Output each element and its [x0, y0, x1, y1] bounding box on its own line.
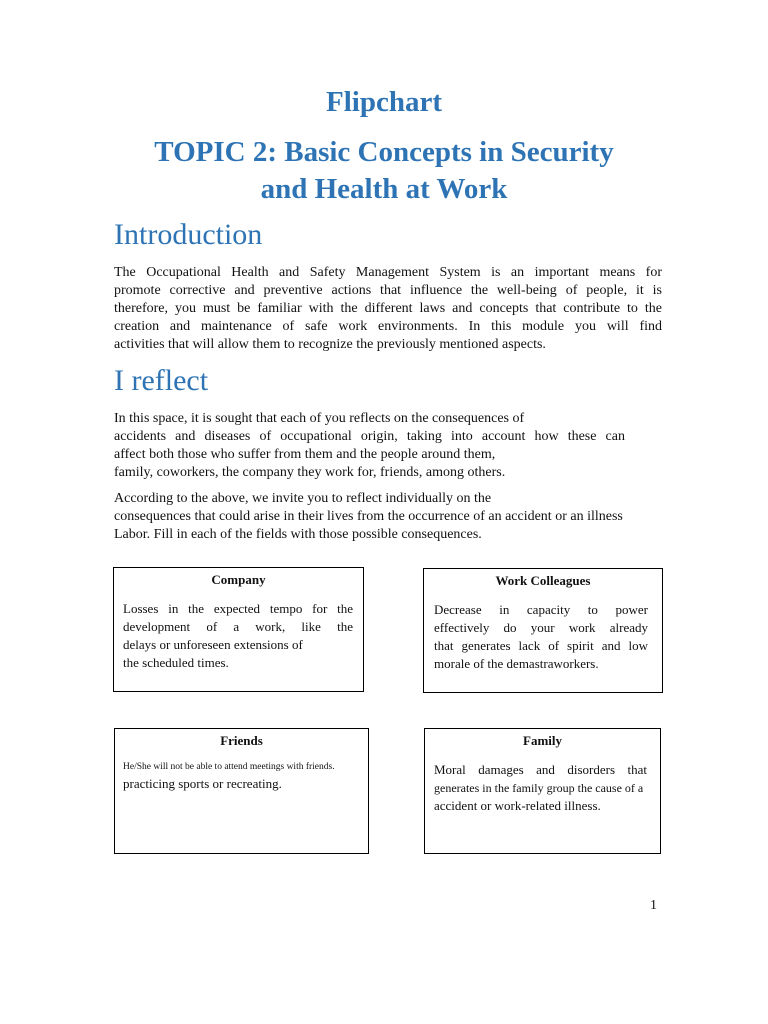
reflect-line: In this space, it is sought that each of you reflects on the consequences of — [114, 411, 525, 426]
reflect-line: accidents and diseases of occupational origin, taking into account how these can — [114, 429, 625, 444]
reflect-line: According to the above, we invite you to reflect individually on the — [114, 491, 492, 506]
reflect-heading: I reflect — [114, 364, 209, 397]
work-colleagues-box-title: Work Colleagues — [495, 573, 591, 588]
company-box-line: Losses in the expected tempo for the — [123, 601, 353, 616]
reflect-paragraph-1 — [114, 410, 662, 482]
topic-title-line-2: and Health at Work — [260, 173, 508, 205]
family-box-title: Family — [523, 733, 562, 748]
family-box-line: Moral damages and disorders that — [434, 762, 647, 777]
company-box[interactable] — [113, 567, 364, 692]
introduction-line: The Occupational Health and Safety Management System is an important means for — [114, 265, 662, 280]
friends-box-line: practicing sports or recreating. — [123, 776, 282, 791]
work-colleagues-box-line: effectively do your work already — [434, 620, 648, 635]
family-box-line: generates in the family group the cause of a — [434, 781, 644, 795]
document-title: Flipchart — [326, 86, 442, 118]
work-colleagues-box[interactable] — [423, 568, 663, 693]
introduction-line: activities that will allow them to recognize the previously mentioned aspects. — [114, 337, 546, 352]
page-number: 1 — [650, 898, 657, 913]
company-box-text[interactable] — [123, 600, 353, 672]
family-box[interactable] — [424, 728, 661, 854]
friends-box-text[interactable] — [123, 759, 360, 793]
introduction-line: promote corrective and preventive actions that influence the well-being of people, it is — [114, 283, 662, 298]
company-box-line: delays or unforeseen extensions of — [123, 637, 303, 652]
topic-title — [0, 134, 768, 208]
company-box-title: Company — [211, 572, 266, 587]
introduction-heading: Introduction — [114, 218, 263, 251]
work-colleagues-box-line: morale of the demastraworkers. — [434, 656, 599, 671]
company-box-line: the scheduled times. — [123, 655, 229, 670]
topic-title-line-1: TOPIC 2: Basic Concepts in Security — [154, 136, 614, 168]
reflect-paragraph-2 — [114, 490, 662, 544]
friends-box-line: He/She will not be able to attend meetings with friends. — [123, 762, 335, 772]
work-colleagues-box-line: that generates lack of spirit and low — [434, 638, 648, 653]
family-box-text[interactable] — [434, 761, 656, 815]
reflect-line: affect both those who suffer from them and the people around them, — [114, 447, 496, 462]
introduction-line: creation and maintenance of safe work environments. In this module you will find — [114, 319, 662, 334]
work-colleagues-box-text[interactable] — [434, 601, 648, 673]
reflect-line: Labor. Fill in each of the fields with those possible consequences. — [114, 527, 482, 542]
reflect-line: family, coworkers, the company they work for, friends, among others. — [114, 465, 506, 480]
work-colleagues-box-line: Decrease in capacity to power — [434, 602, 648, 617]
introduction-paragraph — [114, 264, 662, 354]
friends-box[interactable] — [114, 728, 369, 854]
family-box-line: accident or work-related illness. — [434, 798, 601, 813]
friends-box-title: Friends — [220, 733, 263, 748]
reflect-line: consequences that could arise in their lives from the occurrence of an accident or an illness — [114, 509, 623, 524]
introduction-line: therefore, you must be familiar with the different laws and concepts that contribute to the — [114, 301, 662, 316]
company-box-line: development of a work, like the — [123, 619, 353, 634]
